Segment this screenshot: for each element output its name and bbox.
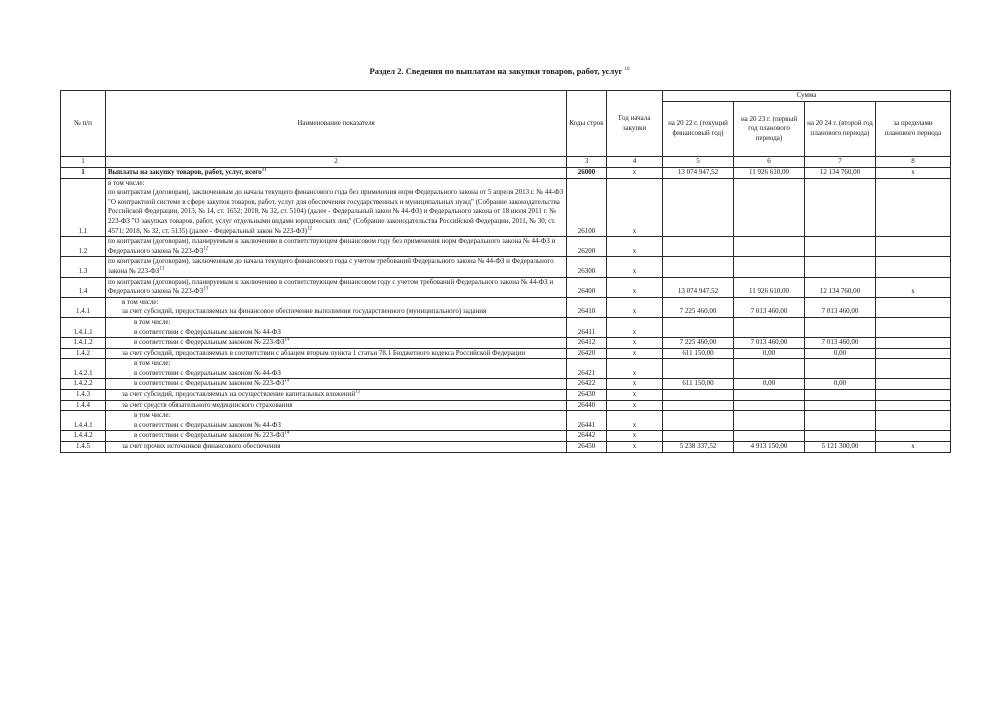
row-name-line: в соответствии с Федеральным законом № 44-ФЗ (134, 327, 281, 336)
row-y1-cell (663, 400, 734, 411)
row-name (106, 338, 567, 349)
row-name (106, 431, 567, 442)
row-year-cell: х (607, 390, 663, 401)
row-beyond-cell (876, 257, 951, 277)
section-title-text: Раздел 2. Сведения по выплатам на закупки товаров, работ, услуг (369, 66, 623, 76)
row-name-line: в том числе: (134, 317, 171, 326)
row-beyond-cell (876, 178, 951, 237)
row-year-cell: х (607, 317, 663, 337)
row-y3-cell (805, 237, 876, 257)
section-title (0, 66, 999, 76)
row-number: 1.4.5 (61, 442, 106, 453)
column-number: 5 (663, 157, 734, 168)
row-y2-cell: 7 013 460,00 (734, 297, 805, 317)
row-name (106, 379, 567, 390)
row-footnote: 14 (284, 337, 290, 343)
row-footnote: 13 (159, 266, 165, 272)
row-name (106, 348, 567, 359)
row-number: 1.4.2.1 (61, 359, 106, 379)
row-beyond-cell (876, 297, 951, 317)
row-year-cell: х (607, 237, 663, 257)
row-y1-cell (663, 359, 734, 379)
header-year-first-plan: на 20 23 г. (первый год планового периода) (734, 102, 805, 157)
row-y1-cell (663, 178, 734, 237)
header-code: Коды строк (567, 91, 607, 157)
row-y1-cell: 5 238 337,52 (663, 442, 734, 453)
row-y3-cell (805, 400, 876, 411)
table-row (61, 379, 951, 390)
row-y2-cell (734, 317, 805, 337)
row-year-cell: х (607, 400, 663, 411)
row-name (106, 257, 567, 277)
row-name-line: по контрактам (договорам), планируемым к заключению в соответствующем финансовом году без применения норм Федерального закона № 44-ФЗ и Федерального закона № 223-ФЗ (108, 237, 556, 255)
row-year-cell: х (607, 379, 663, 390)
row-code-cell: 26412 (567, 338, 607, 349)
row-name (106, 359, 567, 379)
row-y1-cell (663, 317, 734, 337)
row-code-cell: 26100 (567, 178, 607, 237)
row-footnote: 13 (203, 286, 209, 292)
row-y3-cell: 12 134 760,00 (805, 277, 876, 297)
row-y2-cell: 0,00 (734, 348, 805, 359)
row-name-last-line (134, 379, 564, 389)
row-name-line: в соответствии с Федеральным законом № 223-ФЗ (134, 338, 285, 347)
row-y1-cell (663, 237, 734, 257)
row-year-cell: х (607, 359, 663, 379)
row-year-cell: х (607, 257, 663, 277)
row-footnote: 15 (355, 389, 361, 395)
section-title-footnote: 10 (624, 67, 630, 73)
row-y2-cell: 7 013 460,00 (734, 338, 805, 349)
row-year-cell: х (607, 348, 663, 359)
row-beyond-cell (876, 359, 951, 379)
row-y3-cell (805, 431, 876, 442)
column-number: 6 (734, 157, 805, 168)
row-y2-cell (734, 257, 805, 277)
row-code-cell: 26450 (567, 442, 607, 453)
row-name-last-line (134, 338, 564, 348)
row-y3-cell (805, 178, 876, 237)
table-row (61, 338, 951, 349)
row-number: 1.4.4.2 (61, 431, 106, 442)
table-body (61, 168, 951, 453)
column-number: 4 (607, 157, 663, 168)
row-y3-cell: 5 121 300,00 (805, 442, 876, 453)
table-row (61, 400, 951, 411)
row-name (106, 277, 567, 297)
column-numbers-row (61, 157, 951, 168)
row-number: 1.3 (61, 257, 106, 277)
row-number: 1.4.2.2 (61, 379, 106, 390)
row-name-line: по контрактам (договорам), планируемым к заключению в соответствующем финансовом году с учетом требований Федерального закона № 44-ФЗ и Федерального закона № 223-ФЗ (108, 277, 554, 296)
header-num: № п/п (61, 91, 106, 157)
row-name-last-line (134, 431, 564, 441)
row-beyond-cell (876, 411, 951, 431)
row-beyond-cell (876, 338, 951, 349)
row-y3-cell (805, 390, 876, 401)
row-year-cell: х (607, 297, 663, 317)
header-sum: Сумма (663, 91, 951, 102)
row-year-cell: х (607, 411, 663, 431)
row-footnote: 14 (284, 379, 290, 385)
row-beyond-cell (876, 237, 951, 257)
row-year-cell: х (607, 431, 663, 442)
table-row (61, 359, 951, 379)
row-number: 1.4.1.2 (61, 338, 106, 349)
row-name-last-line (108, 278, 564, 297)
table-row (61, 277, 951, 297)
column-number: 2 (106, 157, 567, 168)
column-number: 1 (61, 157, 106, 168)
row-beyond-cell (876, 348, 951, 359)
header-beyond-plan: за пределами планового периода (876, 102, 951, 157)
row-y1-cell: 611 150,00 (663, 348, 734, 359)
row-beyond-cell: х (876, 442, 951, 453)
row-number: 1.4.1.1 (61, 317, 106, 337)
row-name (106, 297, 567, 317)
row-y1-cell (663, 411, 734, 431)
row-name (106, 237, 567, 257)
row-y3-cell: 12 134 760,00 (805, 168, 876, 179)
row-number: 1.2 (61, 237, 106, 257)
row-year-cell: х (607, 277, 663, 297)
table-row (61, 257, 951, 277)
row-code-cell: 26000 (567, 168, 607, 179)
row-name-line: за счет субсидий, предоставляемых в соответствии с абзацем вторым пункта 1 статьи 78.1 Бюджетного кодекса Российской Федерации (122, 348, 526, 357)
row-year-cell: х (607, 338, 663, 349)
row-beyond-cell (876, 400, 951, 411)
row-y1-cell: 7 225 460,00 (663, 297, 734, 317)
row-name-line: в том числе: (134, 411, 171, 420)
table-row (61, 297, 951, 317)
row-name (106, 390, 567, 401)
row-code-cell: 26440 (567, 400, 607, 411)
row-y3-cell: 7 013 460,00 (805, 297, 876, 317)
row-number: 1.4.3 (61, 390, 106, 401)
row-y2-cell: 11 926 610,00 (734, 277, 805, 297)
row-y3-cell (805, 411, 876, 431)
row-name-line: за счет средств обязательного медицинского страхования (122, 400, 293, 409)
row-beyond-cell (876, 431, 951, 442)
table-row (61, 390, 951, 401)
row-name (106, 168, 567, 179)
row-y1-cell: 7 225 460,00 (663, 338, 734, 349)
row-name-line: в том числе: (108, 178, 145, 187)
row-y2-cell (734, 178, 805, 237)
row-y3-cell: 0,00 (805, 379, 876, 390)
row-y2-cell (734, 411, 805, 431)
row-code-cell: 26421 (567, 359, 607, 379)
row-y2-cell (734, 431, 805, 442)
table-row (61, 237, 951, 257)
row-y1-cell: 611 150,00 (663, 379, 734, 390)
row-number: 1.4 (61, 277, 106, 297)
row-code-cell: 26410 (567, 297, 607, 317)
header-name: Наименование показателя (106, 91, 567, 157)
row-name-line: в соответствии с Федеральным законом № 44-ФЗ (134, 368, 281, 377)
row-name-line: за счет субсидий, предоставляемых на осуществление капитальных вложений (122, 390, 356, 399)
row-number: 1 (61, 168, 106, 179)
row-name (106, 178, 567, 237)
row-y1-cell (663, 257, 734, 277)
row-y2-cell: 4 913 150,00 (734, 442, 805, 453)
row-beyond-cell: х (876, 168, 951, 179)
row-year-cell: х (607, 442, 663, 453)
row-footnote: 11 (261, 167, 267, 173)
row-y3-cell: 7 013 460,00 (805, 338, 876, 349)
row-footnote: 12 (203, 246, 209, 252)
row-beyond-cell: х (876, 277, 951, 297)
row-y1-cell (663, 431, 734, 442)
table-row (61, 411, 951, 431)
row-name (106, 411, 567, 431)
table-row (61, 168, 951, 179)
row-name-line: за счет субсидий, предоставляемых на финансовое обеспечение выполнения государственного (муниципального) задания (122, 307, 487, 316)
row-code-cell: 26200 (567, 237, 607, 257)
row-year-cell: х (607, 178, 663, 237)
row-code-cell: 26422 (567, 379, 607, 390)
row-footnote: 14 (284, 431, 290, 437)
row-footnote: 12 (307, 226, 312, 232)
row-y1-cell: 13 074 947,52 (663, 168, 734, 179)
row-name-last-line (108, 188, 564, 236)
table-row (61, 178, 951, 237)
row-beyond-cell (876, 390, 951, 401)
column-number: 3 (567, 157, 607, 168)
table-row (61, 317, 951, 337)
row-name-line: в том числе: (134, 359, 171, 368)
row-name-line: в соответствии с Федеральным законом № 223-ФЗ (134, 431, 285, 440)
header-year-second-plan: на 20 24 г. (второй год планового периода) (805, 102, 876, 157)
row-name-last-line (108, 257, 564, 276)
row-code-cell: 26420 (567, 348, 607, 359)
row-name-last-line (122, 390, 564, 400)
header-year-current: на 20 22 г. (текущий финансовый год) (663, 102, 734, 157)
column-number: 7 (805, 157, 876, 168)
row-y3-cell: 0,00 (805, 348, 876, 359)
row-y2-cell (734, 390, 805, 401)
row-name-line: по контрактам (договорам), заключенным до начала текущего финансового года с учетом требований Федерального закона № 44-ФЗ и Федерального закона № 223-ФЗ (108, 257, 554, 275)
row-name-last-line (108, 237, 564, 256)
row-number: 1.4.4 (61, 400, 106, 411)
column-number: 8 (876, 157, 951, 168)
row-y2-cell: 0,00 (734, 379, 805, 390)
row-beyond-cell (876, 379, 951, 390)
row-code-cell: 26300 (567, 257, 607, 277)
row-y2-cell (734, 400, 805, 411)
row-y1-cell (663, 390, 734, 401)
row-name-line: в соответствии с Федеральным законом № 223-ФЗ (134, 379, 285, 388)
row-number: 1.4.4.1 (61, 411, 106, 431)
row-name-last-line (108, 168, 564, 178)
row-y2-cell (734, 237, 805, 257)
row-y3-cell (805, 257, 876, 277)
row-code-cell: 26441 (567, 411, 607, 431)
header-year: Год начала закупки (607, 91, 663, 157)
row-number: 1.4.1 (61, 297, 106, 317)
row-name (106, 400, 567, 411)
row-name (106, 317, 567, 337)
table-row (61, 431, 951, 442)
row-name (106, 442, 567, 453)
row-name-line: в том числе: (122, 297, 159, 306)
row-code-cell: 26411 (567, 317, 607, 337)
row-y2-cell: 11 926 610,00 (734, 168, 805, 179)
row-y1-cell: 13 074 947,52 (663, 277, 734, 297)
row-beyond-cell (876, 317, 951, 337)
row-number: 1.1 (61, 178, 106, 237)
row-name-line: за счет прочих источников финансового обеспечения (122, 442, 281, 451)
payments-table (60, 90, 951, 453)
row-name-line: по контрактам (договорам), заключенным до начала текущего финансового года без применения норм Федерального закона от 5 апреля 2013 г. № 44-ФЗ "О контрактной системе в сфере закупок товаров, работ, услуг для обеспечения государственных и муниципальных нужд" (Собрание законодательства Российской Федерации, 2013, № 14, ст. 1652; 2018, № 32, ст. 5104) (далее - Федеральный закон № 44-ФЗ) и Федерального закона от 18 июля 2011 г. № 223-ФЗ "О закупках товаров, работ, услуг отдельными видами юридических лиц" (Собрание законодательства Российской Федерации, 2011, № 30, ст. 4571; 2018, № 32, ст. 5135) (далее - Федеральный закон № 223-ФЗ) (108, 188, 564, 235)
row-year-cell: х (607, 168, 663, 179)
table-row (61, 348, 951, 359)
table-row (61, 442, 951, 453)
row-code-cell: 26430 (567, 390, 607, 401)
row-code-cell: 26442 (567, 431, 607, 442)
row-name-line: в соответствии с Федеральным законом № 44-ФЗ (134, 420, 281, 429)
row-y2-cell (734, 359, 805, 379)
row-code-cell: 26400 (567, 277, 607, 297)
row-name-line: Выплаты на закупку товаров, работ, услуг, всего (108, 168, 262, 176)
row-y3-cell (805, 359, 876, 379)
row-number: 1.4.2 (61, 348, 106, 359)
row-y3-cell (805, 317, 876, 337)
